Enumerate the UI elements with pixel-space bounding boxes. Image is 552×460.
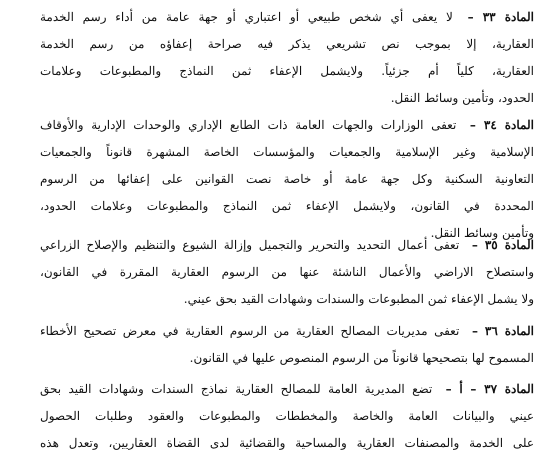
article-line: التعاونية السكنية وكل جهة عامة أو خاصة نصت القوانين على إعفائها من الرسوم (40, 172, 534, 186)
article-line: عيني والبيانات العامة والخاصة والمخططات والمطبوعات والعقود وطلبات الحصول (40, 409, 534, 423)
article-line: ولا يشمل الإعفاء ثمن المطبوعات والسندات وشهادات القيد بحق عيني. (183, 292, 534, 306)
article-line: العقارية، كلياً أم جزئياً. ولايشمل الإعفاء ثمن النماذج والمطبوعات وعلامات (40, 64, 534, 78)
article-line (40, 112, 534, 139)
article-line (40, 376, 534, 403)
article-line: المحددة في القانون، ولايشمل الإعفاء ثمن النماذج والمطبوعات وعلامات الحدود، (40, 199, 534, 213)
article-line (40, 318, 534, 345)
article-text: تعفى الوزارات والجهات العامة ذات الطابع الإداري والوحدات الإدارية والأوقاف (40, 118, 457, 132)
article-line: العقارية، إلا بموجب نص تشريعي يذكر فيه صراحة إعفاؤه من رسم الخدمة (40, 37, 534, 51)
article-label: المادة ٣٧ – أ – (445, 382, 534, 396)
article-line: الحدود، وتأمين وسائط النقل. (390, 91, 534, 105)
article-line: المسموح لها بتصحيحها قانوناً من الرسوم المنصوص عليها في القانون. (189, 351, 534, 365)
article-label: المادة ٣٤ – (469, 118, 534, 132)
article-label: المادة ٣٥ – (471, 238, 534, 252)
article-36 (40, 318, 534, 372)
article-33 (40, 4, 534, 112)
article-label: المادة ٣٦ – (471, 324, 534, 338)
article-34 (40, 112, 534, 247)
article-text: تعفى مديريات المصالح العقارية من الرسوم العقارية في معرض تصحيح الأخطاء (40, 324, 460, 338)
article-line: على الخدمة والمصنفات العقارية والمساحية والقضائية لدى القضاة العقاريين، وتعدل هذه (40, 436, 534, 450)
article-35 (40, 232, 534, 313)
article-line (40, 232, 534, 259)
article-line: وتأمين وسائط النقل. (430, 226, 534, 240)
article-text: لا يعفى أي شخص طبيعي أو اعتباري أو جهة عامة من أداء رسم الخدمة (40, 10, 453, 24)
article-37 (40, 376, 534, 457)
article-text: تضع المديرية العامة للمصالح العقارية نماذج السندات وشهادات القيد بحق (40, 382, 433, 396)
article-line: واستصلاح الاراضي والأعمال الناشئة عنها من الرسوم العقارية المقررة في القانون، (40, 265, 534, 279)
article-label: المادة ٣٣ – (467, 10, 534, 24)
article-line (40, 4, 534, 31)
article-line: الإسلامية وغير الإسلامية والجمعيات والمؤسسات الخاصة المشهرة قانوناً والجمعيات (40, 145, 534, 159)
article-text: تعفى أعمال التحديد والتحرير والتجميل وإزالة الشيوع والتنظيم والإصلاح الزراعي (40, 238, 460, 252)
